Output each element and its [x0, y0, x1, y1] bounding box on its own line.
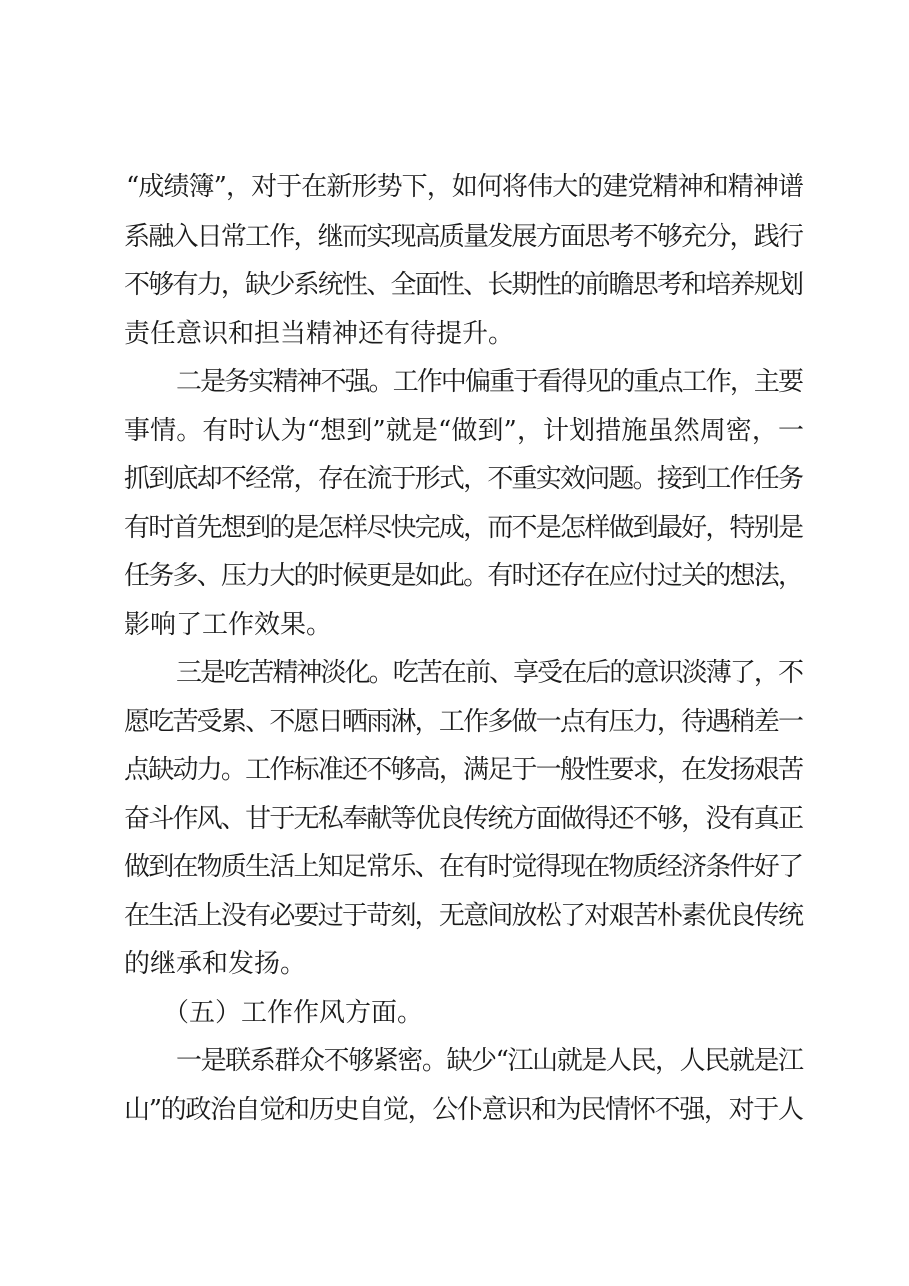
text-line: 任务多、压力大的时候更是如此。有时还存在应付过关的想法，: [124, 561, 803, 591]
section-heading: （五）工作作风方面。: [163, 998, 424, 1028]
text-line: 系融入日常工作，继而实现高质量发展方面思考不够充分，践行: [124, 222, 803, 252]
text-line: 有时首先想到的是怎样尽快完成，而不是怎样做到最好，特别是: [124, 513, 803, 543]
text-line: 在生活上没有必要过于苛刻，无意间放松了对艰苦朴素优良传统: [124, 901, 803, 931]
text-line: 一是联系群众不够紧密。缺少“江山就是人民，人民就是江: [176, 1046, 803, 1076]
text-line: 的继承和发扬。: [124, 949, 307, 979]
text-line: 责任意识和担当精神还有待提升。: [124, 319, 515, 349]
text-line: “成绩簿”，对于在新形势下，如何将伟大的建党精神和精神谱: [126, 172, 804, 202]
text-line: 不够有力，缺少系统性、全面性、长期性的前瞻思考和培养规划: [124, 270, 803, 300]
text-line: 影响了工作效果。: [124, 610, 333, 640]
text-line: 做到在物质生活上知足常乐、在有时觉得现在物质经济条件好了: [124, 852, 803, 882]
text-line: 抓到底却不经常，存在流于形式，不重实效问题。接到工作任务: [124, 464, 803, 494]
text-line: 事情。有时认为“想到”就是“做到”，计划措施虽然周密，一: [124, 416, 805, 446]
text-line: 点缺动力。工作标准还不够高，满足于一般性要求，在发扬艰苦: [124, 755, 803, 785]
text-line: 二是务实精神不强。工作中偏重于看得见的重点工作，主要: [176, 367, 803, 397]
text-line: 山”的政治自觉和历史自觉，公仆意识和为民情怀不强，对于人: [124, 1095, 803, 1125]
text-line: 愿吃苦受累、不愿日晒雨淋，工作多做一点有压力，待遇稍差一: [124, 707, 803, 737]
text-line: 三是吃苦精神淡化。吃苦在前、享受在后的意识淡薄了，不: [176, 658, 803, 688]
text-line: 奋斗作风、甘于无私奉献等优良传统方面做得还不够，没有真正: [124, 804, 803, 834]
